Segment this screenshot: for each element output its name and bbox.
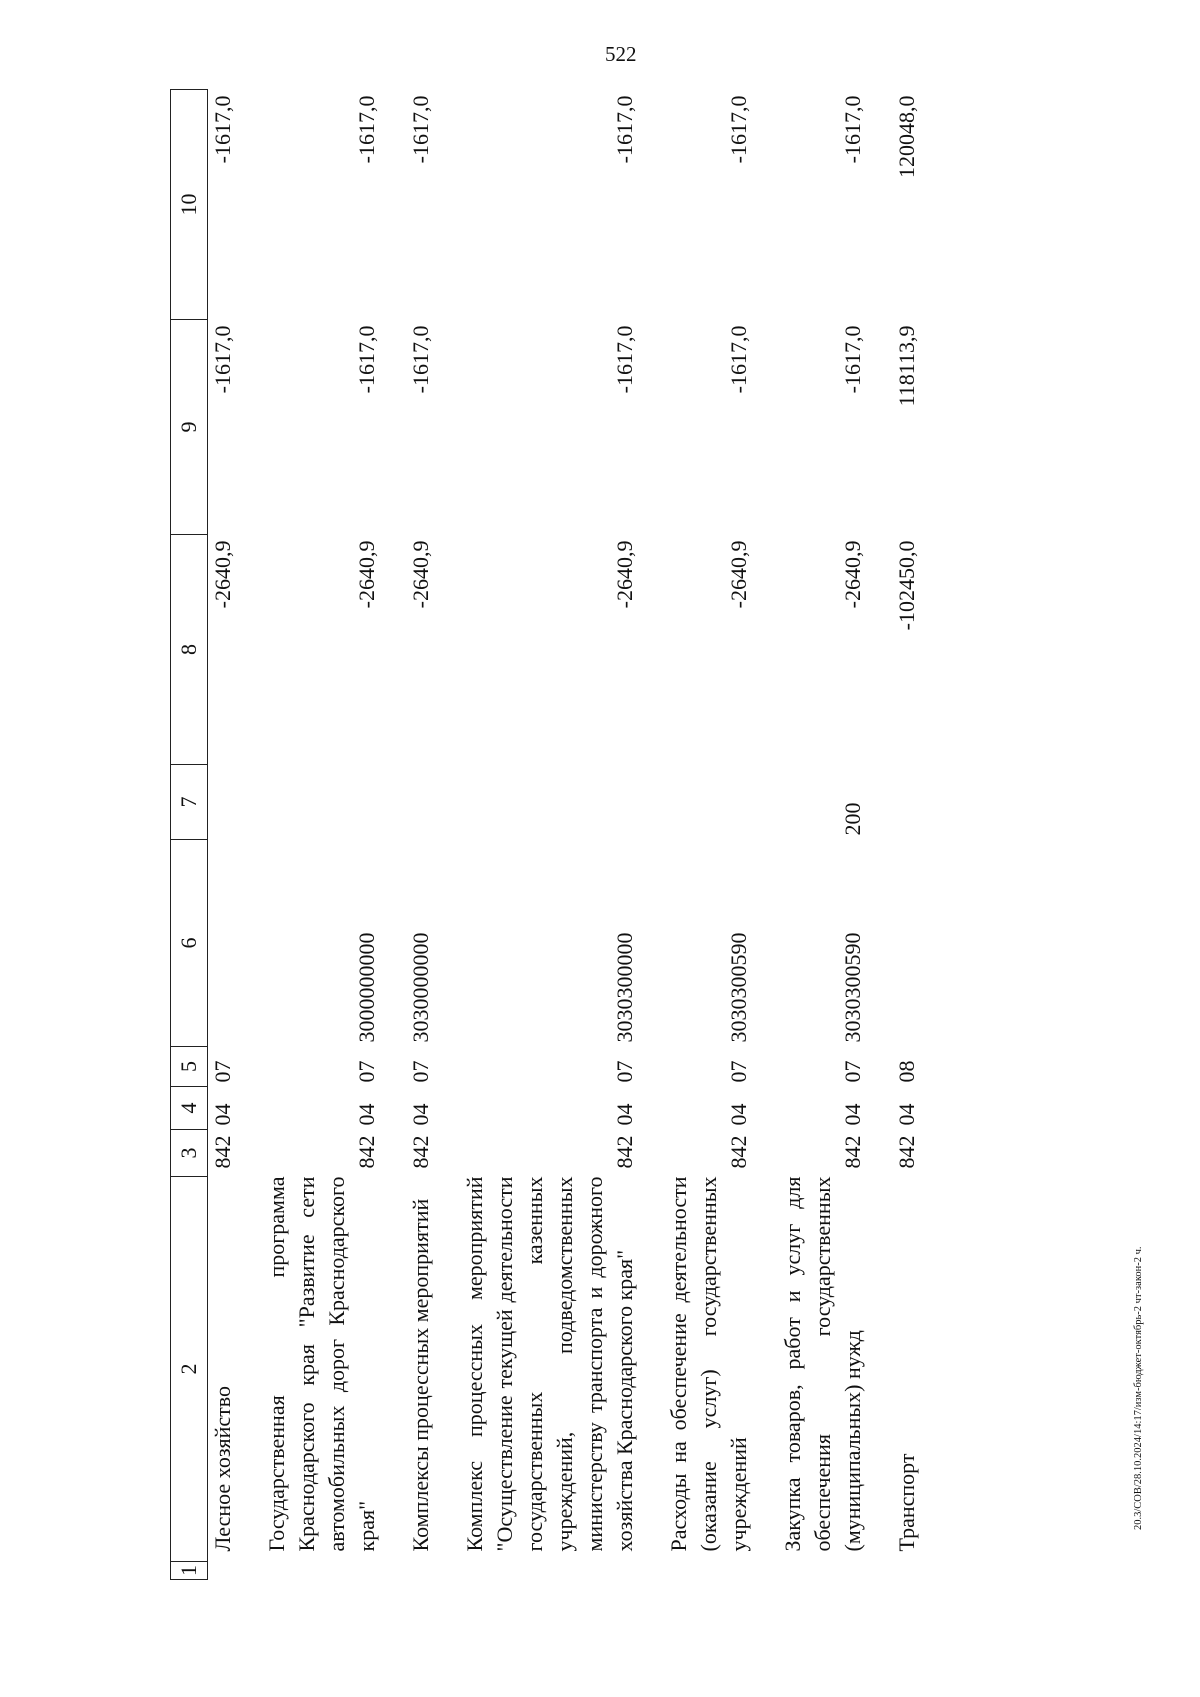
cell-c7 [262,765,382,840]
budget-table [170,89,922,1580]
table-row [406,90,436,1580]
header-cell: 5 [171,1047,208,1087]
table-row [460,90,640,1580]
cell-c6: 3030000000 [408,932,433,1043]
cell-c4: 04 [408,1103,433,1126]
cell-c7: 200 [840,802,865,836]
cell-c4: 04 [210,1103,235,1126]
cell-c10: -1617,0 [354,95,379,164]
header-cell: 10 [171,90,208,320]
cell-c6 [208,840,239,1047]
cell-c9: -1617,0 [612,325,637,394]
table-row [208,90,239,1580]
header-cell: 4 [171,1087,208,1130]
cell-c8: -2640,9 [354,540,379,609]
header-cell: 7 [171,765,208,840]
header-cell: 3 [171,1130,208,1177]
cell-c10: 120048,0 [894,95,919,178]
cell-c9: -1617,0 [354,325,379,394]
cell-c8: -2640,9 [840,540,865,609]
header-cell: 6 [171,840,208,1047]
row-name: Государственная программа Краснодарского края "Развитие сети автомобильных дорог Краснодарского края" [264,1176,379,1552]
cell-c6: 3030300590 [726,932,751,1043]
cell-c8: -102450,0 [894,540,919,631]
cell-c7 [892,765,922,840]
cell-c6 [892,840,922,1047]
cell-c8: -2640,9 [210,540,235,609]
cell-c5: 07 [726,1060,751,1083]
table-header-row [171,90,208,1580]
cell-c7 [208,765,239,840]
cell-c4: 04 [354,1103,379,1126]
cell-c10: -1617,0 [210,95,235,164]
row-name: Закупка товаров, работ и услуг для обеспечения государственных (муниципальных) нужд [780,1176,865,1552]
header-cell: 9 [171,320,208,535]
cell-c9: -1617,0 [210,325,235,394]
cell-c5: 07 [210,1060,235,1083]
row-name: Расходы на обеспечение деятельности (оказание услуг) государственных учреждений [666,1176,751,1552]
cell-c4: 04 [726,1103,751,1126]
cell-c9: -1617,0 [726,325,751,394]
cell-c3: 842 [612,1135,637,1169]
cell-c6: 3000000000 [354,932,379,1043]
table-row [664,90,754,1580]
cell-c3: 842 [726,1135,751,1169]
cell-c4: 04 [894,1103,919,1126]
cell-c5: 08 [894,1060,919,1083]
row-name: Комплексы процессных мероприятий [408,1198,433,1552]
cell-c6: 3030300590 [840,932,865,1043]
cell-c3: 842 [354,1135,379,1169]
cell-c5: 07 [840,1060,865,1083]
cell-c8: -2640,9 [612,540,637,609]
cell-c6: 3030300000 [612,932,637,1043]
page-number: 522 [605,42,637,66]
cell-c5: 07 [408,1060,433,1083]
cell-c5: 07 [354,1060,379,1083]
cell-c10: -1617,0 [726,95,751,164]
table-row [778,90,868,1580]
budget-table-rotated [170,90,1080,1580]
cell-c7 [406,765,436,840]
cell-c3: 842 [408,1135,433,1169]
cell-c10: -1617,0 [840,95,865,164]
table-row [262,90,382,1580]
row-name: Лесное хозяйство [210,1385,235,1552]
row-name: Транспорт [894,1453,919,1552]
row-name: Комплекс процессных мероприятий "Осуществление текущей деятельности государственных казенных учреждений, подведомственных министерству транспорта и дорожного хозяйства Краснодарского края" [462,1176,637,1552]
cell-c9: 118113,9 [894,325,919,407]
header-cell: 8 [171,535,208,765]
cell-c8: -2640,9 [726,540,751,609]
cell-c10: -1617,0 [612,95,637,164]
footer-note: 20.3/СОВ/28.10.2024/14:17/изм-бюджет-октябрь-2 чт-закон-2 ч. [1133,1246,1144,1530]
cell-c3: 842 [840,1135,865,1169]
table-row [892,90,922,1580]
cell-c7 [664,765,754,840]
cell-c7 [460,765,640,840]
cell-c9: -1617,0 [408,325,433,394]
cell-c9: -1617,0 [840,325,865,394]
cell-c3: 842 [210,1135,235,1169]
cell-c3: 842 [894,1135,919,1169]
cell-c4: 04 [612,1103,637,1126]
cell-c8: -2640,9 [408,540,433,609]
cell-c10: -1617,0 [408,95,433,164]
header-cell: 2 [171,1177,208,1562]
header-cell: 1 [171,1562,208,1580]
cell-c4: 04 [840,1103,865,1126]
cell-c5: 07 [612,1060,637,1083]
